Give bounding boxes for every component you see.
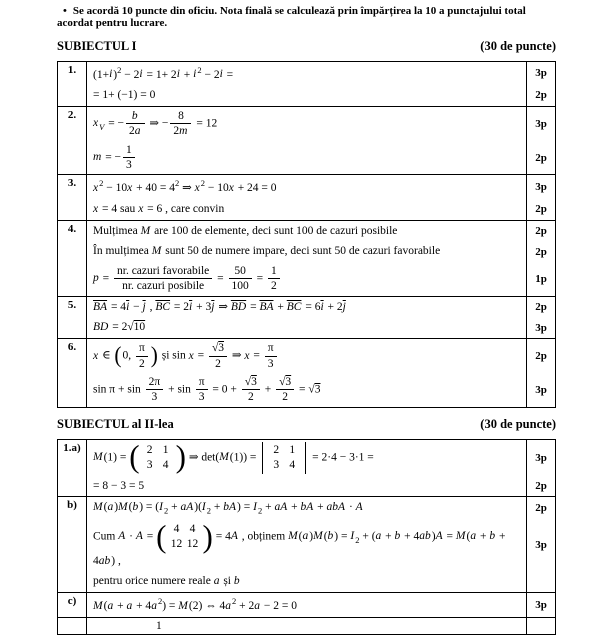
problem-number: 6. bbox=[58, 339, 87, 408]
points-cell: 2p bbox=[527, 339, 556, 373]
points-cell: 2p bbox=[527, 476, 556, 497]
subiectul-1-table bbox=[57, 61, 556, 408]
solution-line: x ∈ (0, $\frac{\pi}{2}$ ) și sin x = $\frac{√3}{2}$ ⇒ x = $\frac{\pi}{3}$ bbox=[87, 339, 527, 373]
table-row bbox=[58, 339, 556, 373]
table-row bbox=[58, 175, 556, 199]
table-row bbox=[58, 141, 556, 175]
points-cell: 2p bbox=[527, 85, 556, 106]
table-row bbox=[58, 497, 556, 519]
solution-line: pentru orice numere reale a și b bbox=[93, 575, 240, 588]
official-points-notice bbox=[57, 5, 556, 30]
solution-line: $M(a)M(b) = (I_2 + aA)(I_2 + bA) = I_2$ + aA + bA + abA · A bbox=[87, 497, 527, 519]
problem-number bbox=[58, 617, 87, 635]
section1-title: SUBIECTUL I bbox=[57, 38, 137, 53]
solution-line: m = − $\frac{1}{3}$ bbox=[87, 141, 527, 175]
solution-line: = 8 − 3 = 5 bbox=[93, 479, 145, 492]
table-row bbox=[58, 593, 556, 618]
points-cell: 1p bbox=[527, 262, 556, 296]
problem-number: 5. bbox=[58, 296, 87, 338]
points-cell: 3p bbox=[527, 106, 556, 140]
points-cell: 3p bbox=[527, 519, 556, 572]
solution-line: $M(a + a + 4a^2) = M(2)$ ⇔ $4a^2 + 2a - 2 = 0$ bbox=[87, 593, 527, 618]
points-cell: 3p bbox=[527, 439, 556, 475]
solution-line: BD = 2√10 bbox=[93, 321, 146, 334]
table-row bbox=[58, 61, 556, 85]
problem-number: 3. bbox=[58, 175, 87, 220]
solution-line: Mulțimea M are 100 de elemente, deci sunt 100 de cazuri posibile bbox=[87, 220, 527, 241]
table-row-partial bbox=[58, 617, 556, 635]
table-row bbox=[58, 519, 556, 572]
table-row bbox=[58, 296, 556, 317]
solution-line: $(1+i)^2 - 2i = 1+ 2i + i^2 - 2i$ = bbox=[87, 61, 527, 85]
problem-number: b) bbox=[58, 497, 87, 593]
section2-header bbox=[57, 417, 556, 432]
points-cell: 3p bbox=[527, 373, 556, 407]
table-row bbox=[58, 241, 556, 262]
problem-number: 1. bbox=[58, 61, 87, 106]
bullet-icon: • bbox=[63, 5, 67, 17]
points-cell: 2p bbox=[527, 199, 556, 220]
table-row bbox=[58, 85, 556, 106]
table-row bbox=[58, 106, 556, 140]
solution-line: x = 4 sau x = 6 , care convin bbox=[93, 202, 225, 215]
table-row bbox=[58, 571, 556, 592]
solution-line: sin π + sin $\frac{2\pi}{3}$ + sin $\frac{\pi}{3}$ = 0 + $\frac{√3}{2}$ + $\frac{√3}{2}$ = √3 bbox=[93, 375, 321, 404]
points-cell: 3p bbox=[527, 175, 556, 199]
section1-points-label: (30 de puncte) bbox=[480, 38, 556, 53]
points-cell: 2p bbox=[527, 497, 556, 519]
solution-line: $\overline{BA} = 4\overline{i} - \overline{j}$ , $\overline{BC} = 2\overline{i} + 3\overline{j}$ ⇒ $\overline{BD} = \overline{BA} + \overline{BC} = 6\overline{i} + 2\overline{j}$ bbox=[87, 296, 527, 317]
notice-text: Se acordă 10 puncte din oficiu. Nota finală se calculează prin împărțirea la 10 a punctajului total acordat pentru lucrare. bbox=[57, 5, 526, 30]
points-cell bbox=[527, 617, 556, 635]
points-cell: 2p bbox=[527, 141, 556, 175]
section2-title: SUBIECTUL al II-lea bbox=[57, 416, 174, 431]
problem-number: 2. bbox=[58, 106, 87, 175]
points-cell bbox=[527, 571, 556, 592]
solution-line-partial: 1 bbox=[87, 617, 527, 635]
table-row bbox=[58, 262, 556, 296]
points-cell: 3p bbox=[527, 593, 556, 618]
solution-line: În mulțimea M sunt 50 de numere impare, deci sunt 50 de cazuri favorabile bbox=[93, 245, 441, 258]
solution-line: Cum A · A = ( 4 4 12 12 ) = 4A , obținem $M(a)M(b) = I_2 + (a + b + 4ab)A = M(a + b + 4ab)$ , bbox=[93, 518, 506, 567]
table-row bbox=[58, 220, 556, 241]
table-row bbox=[58, 476, 556, 497]
table-row bbox=[58, 439, 556, 475]
section2-points-label: (30 de puncte) bbox=[480, 416, 556, 431]
table-row bbox=[58, 317, 556, 338]
solution-line: M(1) = ( 2 1 3 4 ) ⇒ det(M(1)) = 2 1 3 4 = 2·4 − 3·1 = bbox=[87, 439, 527, 475]
solution-line: = 1+ (−1) = 0 bbox=[93, 89, 156, 102]
section1-header bbox=[57, 39, 556, 54]
points-cell: 3p bbox=[527, 61, 556, 85]
points-cell: 2p bbox=[527, 220, 556, 241]
problem-number: c) bbox=[58, 593, 87, 618]
points-cell: 3p bbox=[527, 317, 556, 338]
solution-line: p = nr. cazuri favorabile nr. cazuri posibile = $\frac{50}{100}$ = $\frac{1}{2}$ bbox=[87, 262, 527, 296]
table-row bbox=[58, 199, 556, 220]
problem-number: 4. bbox=[58, 220, 87, 296]
points-cell: 2p bbox=[527, 241, 556, 262]
problem-number: 1.a) bbox=[58, 439, 87, 497]
solution-line: $x_V$ = − $\frac{b}{2a}$ ⇒ − $\frac{8}{2m}$ = 12 bbox=[87, 106, 527, 140]
solution-line: $x^2 - 10x + 40 = 4^2$ ⇒ $x^2 - 10x + 24 = 0$ bbox=[87, 175, 527, 199]
points-cell: 2p bbox=[527, 296, 556, 317]
table-row bbox=[58, 373, 556, 407]
subiectul-2-table bbox=[57, 439, 556, 635]
